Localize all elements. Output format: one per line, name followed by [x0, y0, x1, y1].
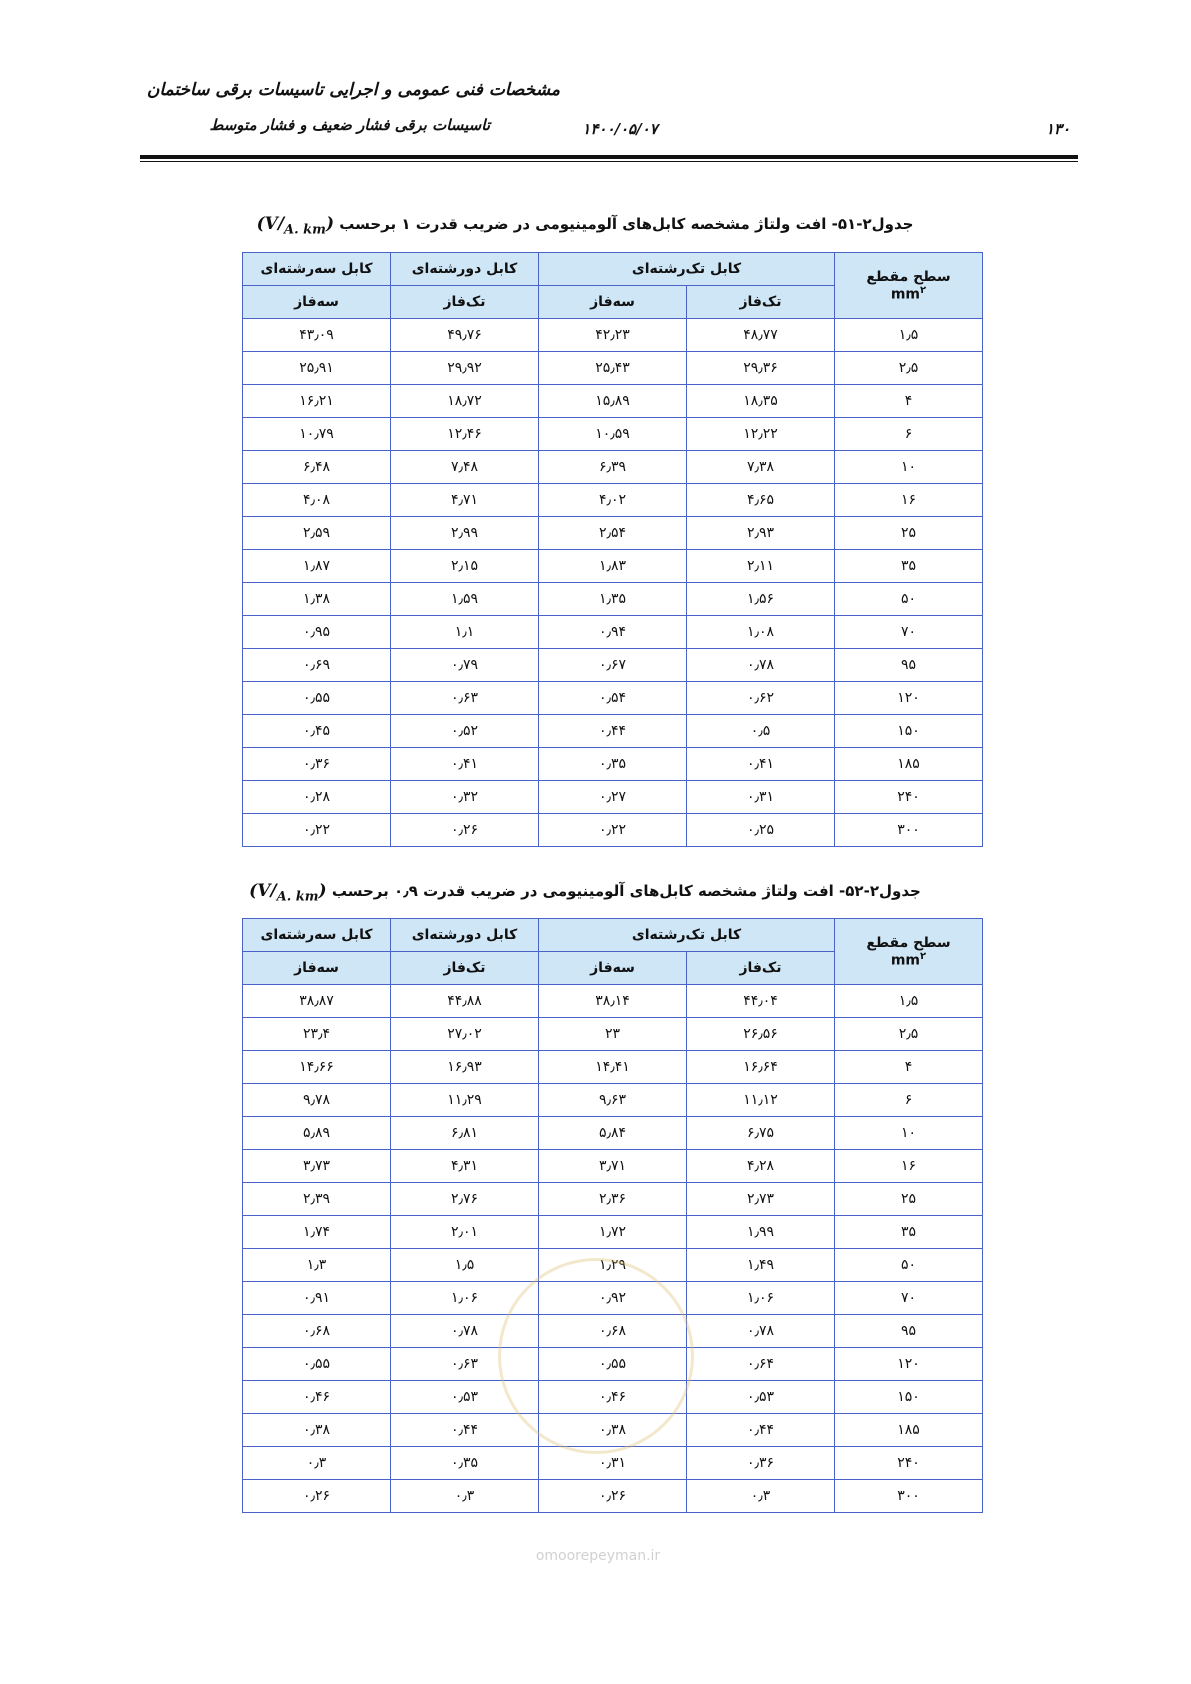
value-cell: ۲٫۷۶: [391, 1183, 539, 1216]
value-cell: ۰٫۵۲: [391, 715, 539, 748]
single-core-header: کابل تک‌رشته‌ای: [539, 253, 835, 286]
value-cell: ۱۲٫۴۶: [391, 418, 539, 451]
cross-section-cell: ۹۵: [835, 1315, 983, 1348]
twin-core-header: کابل دورشته‌ای: [391, 253, 539, 286]
value-cell: ۹٫۶۳: [539, 1084, 687, 1117]
cross-section-cell: ۲۵: [835, 1183, 983, 1216]
cross-section-label: سطح مقطع: [866, 934, 951, 951]
value-cell: ۱٫۰۶: [391, 1282, 539, 1315]
unit-numerator: V: [257, 881, 271, 901]
value-cell: ۱۰٫۵۹: [539, 418, 687, 451]
value-cell: ۰٫۵۵: [539, 1348, 687, 1381]
cross-section-cell: ۶: [835, 1084, 983, 1117]
value-cell: ۴۴٫۰۴: [687, 985, 835, 1018]
table-row: [243, 715, 983, 748]
value-cell: ۴٫۰۸: [243, 484, 391, 517]
value-cell: ۰٫۴۴: [687, 1414, 835, 1447]
page-number: ۱۳۰: [1045, 120, 1070, 138]
header-rule-thin: [140, 161, 1078, 162]
value-cell: ۰٫۶۲: [687, 682, 835, 715]
value-cell: ۱۸٫۷۲: [391, 385, 539, 418]
value-cell: ۶٫۷۵: [687, 1117, 835, 1150]
value-cell: ۱۱٫۱۲: [687, 1084, 835, 1117]
cross-section-cell: ۱۲۰: [835, 1348, 983, 1381]
cross-section-cell: ۴: [835, 385, 983, 418]
table-1-unit: $(V/_{A. km})$: [256, 214, 334, 238]
value-cell: ۰٫۵۴: [539, 682, 687, 715]
value-cell: ۰٫۴۵: [243, 715, 391, 748]
value-cell: ۵٫۸۹: [243, 1117, 391, 1150]
value-cell: ۴٫۳۱: [391, 1150, 539, 1183]
table-2-caption-text: جدول۲-۵۲- افت ولتاژ مشخصه کابل‌های آلومینیومی در ضریب قدرت ۰٫۹ برحسب: [331, 882, 921, 900]
value-cell: ۰٫۲۷: [539, 781, 687, 814]
unit-denominator: A. km: [276, 889, 319, 905]
voltage-drop-table-pf1: [242, 252, 983, 847]
cross-section-cell: ۷۰: [835, 1282, 983, 1315]
value-cell: ۰٫۷۸: [391, 1315, 539, 1348]
value-cell: ۰٫۳: [391, 1480, 539, 1513]
value-cell: ۱٫۳: [243, 1249, 391, 1282]
value-cell: ۰٫۴۴: [539, 715, 687, 748]
value-cell: ۰٫۴۱: [391, 748, 539, 781]
value-cell: ۵٫۸۴: [539, 1117, 687, 1150]
cross-section-cell: ۶: [835, 418, 983, 451]
value-cell: ۰٫۴۴: [391, 1414, 539, 1447]
value-cell: ۰٫۹۲: [539, 1282, 687, 1315]
value-cell: ۴۴٫۸۸: [391, 985, 539, 1018]
value-cell: ۰٫۶۸: [243, 1315, 391, 1348]
unit-base: mm: [890, 952, 921, 969]
table-row: [243, 985, 983, 1018]
value-cell: ۰٫۲۸: [243, 781, 391, 814]
value-cell: ۶٫۴۸: [243, 451, 391, 484]
cross-section-cell: ۹۵: [835, 649, 983, 682]
value-cell: ۴٫۷۱: [391, 484, 539, 517]
value-cell: ۷٫۳۸: [687, 451, 835, 484]
table-row: [243, 616, 983, 649]
value-cell: ۰٫۳۵: [391, 1447, 539, 1480]
cross-section-cell: ۱۲۰: [835, 682, 983, 715]
value-cell: ۲۶٫۵۶: [687, 1018, 835, 1051]
value-cell: ۰٫۲۲: [539, 814, 687, 847]
value-cell: ۲۷٫۰۲: [391, 1018, 539, 1051]
watermark-seal: [498, 1258, 694, 1454]
value-cell: ۶٫۸۱: [391, 1117, 539, 1150]
cross-section-cell: ۱۵۰: [835, 715, 983, 748]
value-cell: ۱٫۷۴: [243, 1216, 391, 1249]
cross-section-header: [835, 919, 983, 985]
twin-core-header: کابل دورشته‌ای: [391, 919, 539, 952]
value-cell: ۲۹٫۳۶: [687, 352, 835, 385]
value-cell: ۰٫۴۱: [687, 748, 835, 781]
three-core-header: کابل سه‌رشته‌ای: [243, 253, 391, 286]
value-cell: ۲٫۰۱: [391, 1216, 539, 1249]
table-2-caption: [240, 881, 930, 904]
cross-section-cell: ۷۰: [835, 616, 983, 649]
value-cell: ۱٫۹۹: [687, 1216, 835, 1249]
cross-section-cell: ۱٫۵: [835, 985, 983, 1018]
cross-section-cell: ۱۶: [835, 1150, 983, 1183]
value-cell: ۰٫۳۶: [687, 1447, 835, 1480]
value-cell: ۰٫۵۳: [391, 1381, 539, 1414]
three-core-header: کابل سه‌رشته‌ای: [243, 919, 391, 952]
value-cell: ۰٫۲۶: [391, 814, 539, 847]
value-cell: ۴۳٫۰۹: [243, 319, 391, 352]
value-cell: ۳٫۷۱: [539, 1150, 687, 1183]
unit-base: mm: [890, 286, 921, 303]
cross-section-cell: ۱۰: [835, 1117, 983, 1150]
value-cell: ۰٫۹۵: [243, 616, 391, 649]
value-cell: ۲٫۳۹: [243, 1183, 391, 1216]
value-cell: ۰٫۳۱: [539, 1447, 687, 1480]
value-cell: ۲۵٫۴۳: [539, 352, 687, 385]
cross-section-cell: ۴: [835, 1051, 983, 1084]
cross-section-cell: ۳۰۰: [835, 814, 983, 847]
value-cell: ۱٫۳۸: [243, 583, 391, 616]
cross-section-cell: ۱۸۵: [835, 1414, 983, 1447]
value-cell: ۱۴٫۴۱: [539, 1051, 687, 1084]
value-cell: ۲٫۳۶: [539, 1183, 687, 1216]
cross-section-cell: ۱۸۵: [835, 748, 983, 781]
value-cell: ۰٫۲۵: [687, 814, 835, 847]
value-cell: ۲٫۹۳: [687, 517, 835, 550]
cross-section-cell: ۱۰: [835, 451, 983, 484]
table-1-caption-text: جدول۲-۵۱- افت ولتاژ مشخصه کابل‌های آلومینیومی در ضریب قدرت ۱ برحسب: [339, 215, 914, 233]
value-cell: ۱٫۸۳: [539, 550, 687, 583]
three-phase-header: سه‌فاز: [539, 952, 687, 985]
value-cell: ۱٫۵۹: [391, 583, 539, 616]
cross-section-cell: ۲٫۵: [835, 1018, 983, 1051]
value-cell: ۱٫۰۸: [687, 616, 835, 649]
value-cell: ۱٫۸۷: [243, 550, 391, 583]
table-row: [243, 418, 983, 451]
value-cell: ۰٫۳: [243, 1447, 391, 1480]
single-phase-header: تک‌فاز: [687, 286, 835, 319]
table-row: [243, 1183, 983, 1216]
value-cell: ۲٫۱۵: [391, 550, 539, 583]
table-row: [243, 1084, 983, 1117]
value-cell: ۱٫۷۲: [539, 1216, 687, 1249]
value-cell: ۳۸٫۸۷: [243, 985, 391, 1018]
value-cell: ۰٫۵۵: [243, 682, 391, 715]
value-cell: ۱۲٫۲۲: [687, 418, 835, 451]
table-row: [243, 1018, 983, 1051]
value-cell: ۲۵٫۹۱: [243, 352, 391, 385]
value-cell: ۲٫۱۱: [687, 550, 835, 583]
table-1-body: [243, 319, 983, 847]
value-cell: ۰٫۲۶: [243, 1480, 391, 1513]
value-cell: ۱۶٫۲۱: [243, 385, 391, 418]
value-cell: ۲٫۵۹: [243, 517, 391, 550]
cross-section-cell: ۵۰: [835, 1249, 983, 1282]
value-cell: ۰٫۵۳: [687, 1381, 835, 1414]
value-cell: ۰٫۶۹: [243, 649, 391, 682]
three-phase-header: سه‌فاز: [243, 286, 391, 319]
value-cell: ۳٫۷۳: [243, 1150, 391, 1183]
single-phase-header: تک‌فاز: [687, 952, 835, 985]
table-row: [243, 1117, 983, 1150]
single-phase-header: تک‌فاز: [391, 952, 539, 985]
cross-section-cell: ۳۵: [835, 1216, 983, 1249]
value-cell: ۴٫۲۸: [687, 1150, 835, 1183]
value-cell: ۱٫۳۵: [539, 583, 687, 616]
table-row: [243, 748, 983, 781]
value-cell: ۰٫۳۸: [243, 1414, 391, 1447]
value-cell: ۰٫۳۸: [539, 1414, 687, 1447]
value-cell: ۴۹٫۷۶: [391, 319, 539, 352]
value-cell: ۴٫۰۲: [539, 484, 687, 517]
cross-section-label: سطح مقطع: [866, 268, 951, 285]
table-row: [243, 1216, 983, 1249]
watermark-url: omoorepeyman.ir: [535, 1548, 661, 1564]
value-cell: ۰٫۷۸: [687, 649, 835, 682]
value-cell: ۷٫۴۸: [391, 451, 539, 484]
table-row: [243, 781, 983, 814]
cross-section-cell: ۲٫۵: [835, 352, 983, 385]
value-cell: ۹٫۷۸: [243, 1084, 391, 1117]
table-row: [243, 649, 983, 682]
value-cell: ۴۸٫۷۷: [687, 319, 835, 352]
cross-section-cell: ۳۰۰: [835, 1480, 983, 1513]
value-cell: ۰٫۶۳: [391, 1348, 539, 1381]
value-cell: ۴٫۶۵: [687, 484, 835, 517]
value-cell: ۱۱٫۲۹: [391, 1084, 539, 1117]
value-cell: ۰٫۴۶: [243, 1381, 391, 1414]
table-row: [243, 319, 983, 352]
cross-section-cell: ۱۶: [835, 484, 983, 517]
table-row: [243, 550, 983, 583]
value-cell: ۰٫۴۶: [539, 1381, 687, 1414]
header-title-primary: مشخصات فنی عمومی و اجرایی تاسیسات برقی ساختمان: [146, 80, 560, 100]
table-row: [243, 517, 983, 550]
table-row: [243, 583, 983, 616]
unit-exp: ۲: [920, 950, 927, 962]
value-cell: ۲۳٫۴: [243, 1018, 391, 1051]
value-cell: ۰٫۶۴: [687, 1348, 835, 1381]
unit-denominator: A. km: [284, 222, 326, 238]
value-cell: ۰٫۳۲: [391, 781, 539, 814]
cross-section-cell: ۲۴۰: [835, 781, 983, 814]
value-cell: ۱۴٫۶۶: [243, 1051, 391, 1084]
value-cell: ۱٫۵: [391, 1249, 539, 1282]
value-cell: ۲٫۵۴: [539, 517, 687, 550]
single-core-header: کابل تک‌رشته‌ای: [539, 919, 835, 952]
table-row: [243, 352, 983, 385]
value-cell: ۱٫۱: [391, 616, 539, 649]
cross-section-cell: ۵۰: [835, 583, 983, 616]
cross-section-cell: ۱٫۵: [835, 319, 983, 352]
cross-section-header: [835, 253, 983, 319]
table-row: [243, 1150, 983, 1183]
table-row: [243, 451, 983, 484]
value-cell: ۱۵٫۸۹: [539, 385, 687, 418]
value-cell: ۱۸٫۳۵: [687, 385, 835, 418]
table-row: [243, 1051, 983, 1084]
unit-numerator: V: [264, 214, 278, 234]
cross-section-cell: ۱۵۰: [835, 1381, 983, 1414]
value-cell: ۲۳: [539, 1018, 687, 1051]
header-date: ۱۴۰۰/۰۵/۰۷: [582, 120, 658, 138]
value-cell: ۱۰٫۷۹: [243, 418, 391, 451]
three-phase-header: سه‌فاز: [539, 286, 687, 319]
value-cell: ۰٫۳۱: [687, 781, 835, 814]
value-cell: ۰٫۵: [687, 715, 835, 748]
value-cell: ۰٫۲۲: [243, 814, 391, 847]
cross-section-cell: ۲۴۰: [835, 1447, 983, 1480]
table-row: [243, 1480, 983, 1513]
cross-section-unit: [835, 285, 982, 303]
value-cell: ۰٫۹۱: [243, 1282, 391, 1315]
value-cell: ۱٫۵۶: [687, 583, 835, 616]
value-cell: ۲٫۹۹: [391, 517, 539, 550]
table-1-caption: [240, 214, 930, 237]
value-cell: ۱٫۴۹: [687, 1249, 835, 1282]
value-cell: ۰٫۶۳: [391, 682, 539, 715]
value-cell: ۰٫۶۸: [539, 1315, 687, 1348]
value-cell: ۱٫۲۹: [539, 1249, 687, 1282]
table-2-unit: $(V/_{A. km})$: [249, 881, 327, 905]
three-phase-header: سه‌فاز: [243, 952, 391, 985]
value-cell: ۱٫۰۶: [687, 1282, 835, 1315]
header-rule-thick: [140, 155, 1078, 159]
value-cell: ۰٫۲۶: [539, 1480, 687, 1513]
table-row: [243, 682, 983, 715]
table-row: [243, 484, 983, 517]
value-cell: ۰٫۳۵: [539, 748, 687, 781]
value-cell: ۰٫۳: [687, 1480, 835, 1513]
value-cell: ۴۲٫۲۳: [539, 319, 687, 352]
value-cell: ۱۶٫۶۴: [687, 1051, 835, 1084]
cross-section-cell: ۳۵: [835, 550, 983, 583]
value-cell: ۰٫۳۶: [243, 748, 391, 781]
table-row: [243, 385, 983, 418]
single-phase-header: تک‌فاز: [391, 286, 539, 319]
unit-exp: ۲: [920, 284, 927, 296]
cross-section-cell: ۲۵: [835, 517, 983, 550]
value-cell: ۶٫۳۹: [539, 451, 687, 484]
value-cell: ۰٫۷۹: [391, 649, 539, 682]
value-cell: ۲۹٫۹۲: [391, 352, 539, 385]
value-cell: ۳۸٫۱۴: [539, 985, 687, 1018]
value-cell: ۲٫۷۳: [687, 1183, 835, 1216]
cross-section-unit: [835, 951, 982, 969]
header-title-secondary: تاسیسات برقی فشار ضعیف و فشار متوسط: [209, 116, 490, 134]
value-cell: ۰٫۶۷: [539, 649, 687, 682]
value-cell: ۱۶٫۹۳: [391, 1051, 539, 1084]
value-cell: ۰٫۷۸: [687, 1315, 835, 1348]
value-cell: ۰٫۵۵: [243, 1348, 391, 1381]
table-row: [243, 814, 983, 847]
value-cell: ۰٫۹۴: [539, 616, 687, 649]
